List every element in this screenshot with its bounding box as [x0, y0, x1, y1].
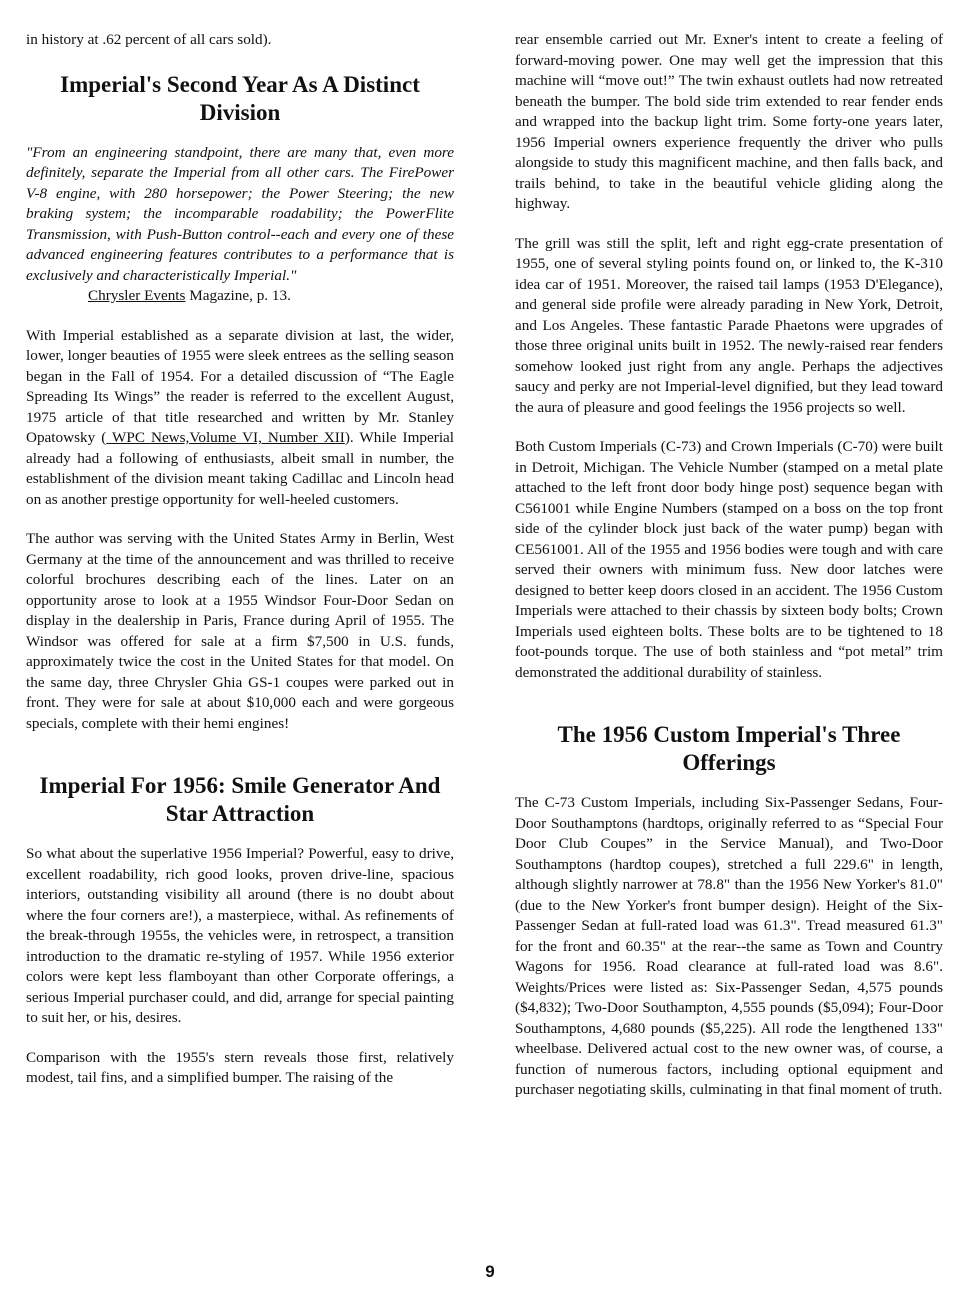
paragraph-division [26, 326, 454, 511]
source-rest: Magazine, p. 13. [185, 287, 291, 304]
quote-engineering: "From an engineering standpoint, there are many that, even more definitely, separate the Imperial from all other cars. The FirePower V-8 engine, with 280 horsepower; the Power Steering; the new braking system; the incomparable roadability; the PowerFlite Transmission, with Push-Button control--each and every one of these advanced engineering features contributes to a performance that is exclusively and characteristically Imperial." [26, 143, 454, 284]
paragraph-superlative: So what about the superlative 1956 Imperial? Powerful, easy to drive, excellent roadability, rich good looks, proven drive-line, spacious interiors, outstanding visibility all around (there is no doubt about where the four corners are!), a masterpiece, withal. As refinements of the break-through 1955s, the vehicles were, in retrospect, a transition introduction to the dramatic re-styling of 1957. While 1956 exterior colors were kept less flamboyant than other Corporate offerings, a serious Imperial purchaser could, and did, arrange for special painting to suit her, or his, desires. [26, 845, 454, 1026]
paragraph-rear-ensemble: rear ensemble carried out Mr. Exner's intent to create a feeling of forward-moving power. One may well get the impression that this machine will “move out!” The twin exhaust outlets had now retreated beneath the bumper. The bold side trim extended to rear fender ends and wrapped into the backup light trim. Some forty-one years later, 1956 Imperial owners experience frequently the driver who pulls alongside to study this magnificent machine, and then falls back, and trails behind, to take in the beautiful vehicle gliding along the highway. [515, 31, 943, 212]
paragraph-berlin: The author was serving with the United States Army in Berlin, West Germany at the time of the announcement and was thrilled to receive colorful brochures describing each of the lines. Later on an opportunity arose to look at a 1955 Windsor Four-Door Sedan on display in the dealership in Paris, France during April of 1955. The Windsor was offered for sale at a firm $7,500 in U.S. funds, approximately twice the cost in the United States for that model. On the same day, three Chrysler Ghia GS-1 coupes were parked out in front. They were for sale at about $10,000 each and were gorgeous specials, complete with their hemi engines! [26, 530, 454, 732]
paragraph-continued: in history at .62 percent of all cars sold). [26, 31, 272, 48]
paragraph-grill: The grill was still the split, left and right egg-crate presentation of 1955, one of several styling points found on, or linked to, the K-310 idea car of 1951. Moreover, the raised tail lamps (1953 D'Elegance), and general side profile were already parading in New York, Detroit, and Los Angeles. These fantastic Parade Phaetons were upgrades of those three original units built in 1952. The newly-raised rear fenders somehow looked just right from any angle. Perhaps the adjectives saucy and perky are not Imperial-level dignified, but they lead toward the aura of pleasure and good feelings the 1956 projects so well. [515, 234, 943, 416]
quote-source [26, 286, 454, 307]
paragraph-c73: The C-73 Custom Imperials, including Six-Passenger Sedans, Four-Door Southamptons (hardtops, originally referred to as “Special Four Door Club Coupes” in the Service Manual), and Two-Door Southamptons (hardtop coupes), stretched a full 229.6" in length, although slightly narrower at 78.8" than the 1956 New Yorker's 81.0" (due to the New Yorker's front bumper design). Height of the Six-Passenger Sedan at full-rated load was 61.3". Tread measured 61.3" for the front and 60.35" at the rear--the same as Town and Country Wagons for 1956. Road clearance at full-rated load was 8.6". Weights/Prices were listed as: Six-Passenger Sedan, 4,575 pounds ($4,832); Two-Door Southampton, 4,555 pounds ($5,094); Four-Door Southamptons, 4,680 pounds ($5,225). All rode the lengthened 133" wheelbase. Delivered actual cost to the new owner was, of course, a function of numerous factors, including optional equipment and purchaser negotiating skills, culminating in that final moment of truth. [515, 794, 943, 1098]
wpc-news-reference: WPC News,Volume VI, Number XII [106, 429, 345, 446]
paragraph-custom-crown: Both Custom Imperials (C-73) and Crown Imperials (C-70) were built in Detroit, Michigan. The Vehicle Number (stamped on a metal plate attached to the left front door body hinge post) sequence began with C561001 while Engine Numbers (stamped on a boss on the top front side of the cylinder block just back of the water pump) began with CE561001. All of the 1955 and 1956 bodies were tough and with care served their owners with minimum fuss. New door latches were designed to better keep doors closed in an accident. The 1956 Custom Imperials were attached to their chassis by sixteen body bolts; Crown Imperials used eighteen bolts. These bolts are to be tightened to 18 foot-pounds torque. The use of both stainless and “pot metal” trim demonstrated the additional durability of stainless. [515, 438, 943, 681]
left-column [26, 30, 454, 1089]
paragraph-comparison: Comparison with the 1955's stern reveals those first, relatively modest, tail fins, and a simplified bumper. The raising of the [26, 1048, 454, 1086]
heading-imperial-1956: Imperial For 1956: Smile Generator And Star Attraction [39, 773, 441, 826]
heading-three-offerings: The 1956 Custom Imperial's Three Offerings [557, 722, 901, 775]
source-title: Chrysler Events [88, 287, 186, 304]
page-number: 9 [485, 1262, 495, 1281]
right-column [515, 30, 943, 1101]
paragraph-division-b: ). While Imperial already had a following of enthusiasts, albeit small in number, the establishment of the division meant taking Cadillac and Lincoln head on as another prestige opportunity for well-heeled customers. [26, 429, 454, 508]
paragraph-division-a: With Imperial established as a separate division at last, the wider, lower, longer beauties of 1955 were sleek entrees as the selling season began in the Fall of 1954. For a detailed discussion of “The Eagle Spreading Its Wings” the reader is referred to the excellent August, 1975 article of that title researched and written by Mr. Stanley Opatowsky ( [26, 326, 454, 446]
heading-second-year: Imperial's Second Year As A Distinct Division [60, 71, 420, 125]
